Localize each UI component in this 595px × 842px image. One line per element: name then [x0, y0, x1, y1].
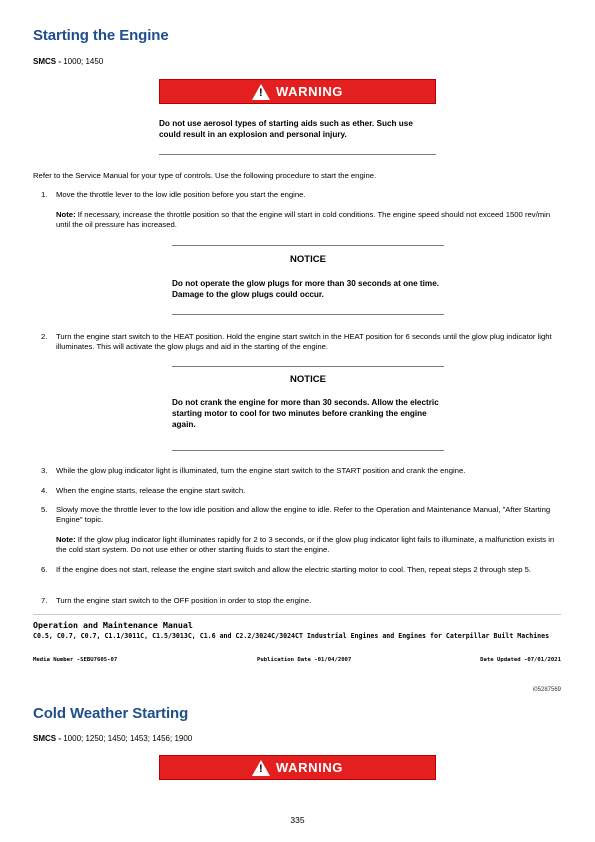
step-text: While the glow plug indicator light is illuminated, turn the engine start switch to the START position and crank the engine. [56, 466, 466, 475]
engine-list: C0.5, C0.7, C0.7, C1.1/3011C, C1.5/3013C, C1.6 and C2.2/3024C/3024CT Industrial Engines and Engines for Caterpillar Built Machines [33, 632, 550, 640]
publication-date: Publication Date -01/04/2007 [257, 657, 352, 663]
note-text: If the glow plug indicator light illuminates rapidly for 2 to 3 seconds, or if the glow plug indicator light fails to illuminate, a malfunction exists in the cold start system. Do not use ether or other starting fluids to start the engine. [56, 535, 555, 554]
warning-label: WARNING [275, 760, 344, 775]
warning-message: Do not use aerosol types of starting aids such as ether. Such use could result in an explosion and personal injury. [159, 119, 413, 139]
step-number: 7. [41, 596, 48, 605]
smcs-codes: 1000; 1450 [63, 57, 104, 66]
notice-message: Do not crank the engine for more than 30 seconds. Allow the electric starting motor to cool for two minutes before cranking the engine again. [172, 398, 439, 429]
intro-text: Refer to the Service Manual for your type of controls. Use the following procedure to start the engine. [33, 171, 377, 180]
step-number: 4. [41, 486, 48, 495]
divider [159, 154, 436, 155]
list-item [41, 486, 556, 496]
warning-triangle-icon: ! [252, 84, 270, 100]
step-number: 1. [41, 190, 48, 199]
step-text: When the engine starts, release the engine start switch. [56, 486, 246, 495]
note [56, 535, 556, 555]
step-text: If the engine does not start, release the engine start switch and allow the electric starting motor to cool. Then, repeat steps 2 through step 5. [56, 565, 532, 574]
step-text: Turn the engine start switch to the OFF position in order to stop the engine. [56, 596, 312, 605]
notice-title: NOTICE [290, 374, 326, 385]
smcs-label: SMCS - [33, 57, 64, 66]
step-number: 3. [41, 466, 48, 475]
note-text: If necessary, increase the throttle position so that the engine will start in cold conditions. The engine speed should not exceed 1500 rev/min until the oil pressure has increased. [56, 210, 551, 229]
list-item [41, 190, 556, 200]
manual-title: Operation and Maintenance Manual [33, 620, 193, 630]
divider [172, 450, 444, 451]
divider [172, 245, 444, 246]
notice-message: Do not operate the glow plugs for more than 30 seconds at one time. Damage to the glow plugs could occur. [172, 279, 440, 299]
step-text: Turn the engine start switch to the HEAT position. Hold the engine start switch in the HEAT position for 6 seconds until the glow plug indicator light illuminates. This will activate the glow plugs and aid in the starting of the engine. [56, 332, 552, 351]
date-updated: Date Updated -07/01/2021 [480, 657, 561, 663]
section-title: Starting the Engine [33, 27, 169, 44]
document-id: i05287569 [532, 687, 561, 693]
smcs-label: SMCS - [33, 734, 64, 743]
list-item [41, 466, 556, 476]
smcs-codes: 1000; 1250; 1450; 1453; 1456; 1900 [63, 734, 193, 743]
list-item [41, 596, 556, 606]
step-number: 6. [41, 565, 48, 574]
list-item [41, 332, 556, 352]
list-item [41, 565, 556, 585]
warning-banner [159, 79, 436, 104]
warning-triangle-icon: ! [252, 760, 270, 776]
section-title: Cold Weather Starting [33, 705, 189, 722]
divider [172, 366, 444, 367]
step-number: 2. [41, 332, 48, 341]
step-text: Slowly move the throttle lever to the low idle position and allow the engine to idle. Refer to the Operation and Maintenance Manual, "After Starting Engine" topic. [56, 505, 551, 524]
smcs-line [33, 57, 103, 66]
notice-title: NOTICE [290, 254, 326, 265]
warning-label: WARNING [275, 84, 344, 99]
page-number: 335 [290, 815, 305, 825]
note-label: Note: [56, 210, 76, 219]
note [56, 210, 556, 230]
footer-divider [33, 614, 561, 615]
note-label: Note: [56, 535, 76, 544]
warning-banner [159, 755, 436, 780]
smcs-line [33, 734, 192, 743]
media-number: Media Number -SEBU7605-07 [33, 657, 118, 663]
step-text: Move the throttle lever to the low idle position before you start the engine. [56, 190, 306, 199]
step-number: 5. [41, 505, 48, 514]
divider [172, 314, 444, 315]
list-item [41, 505, 556, 525]
